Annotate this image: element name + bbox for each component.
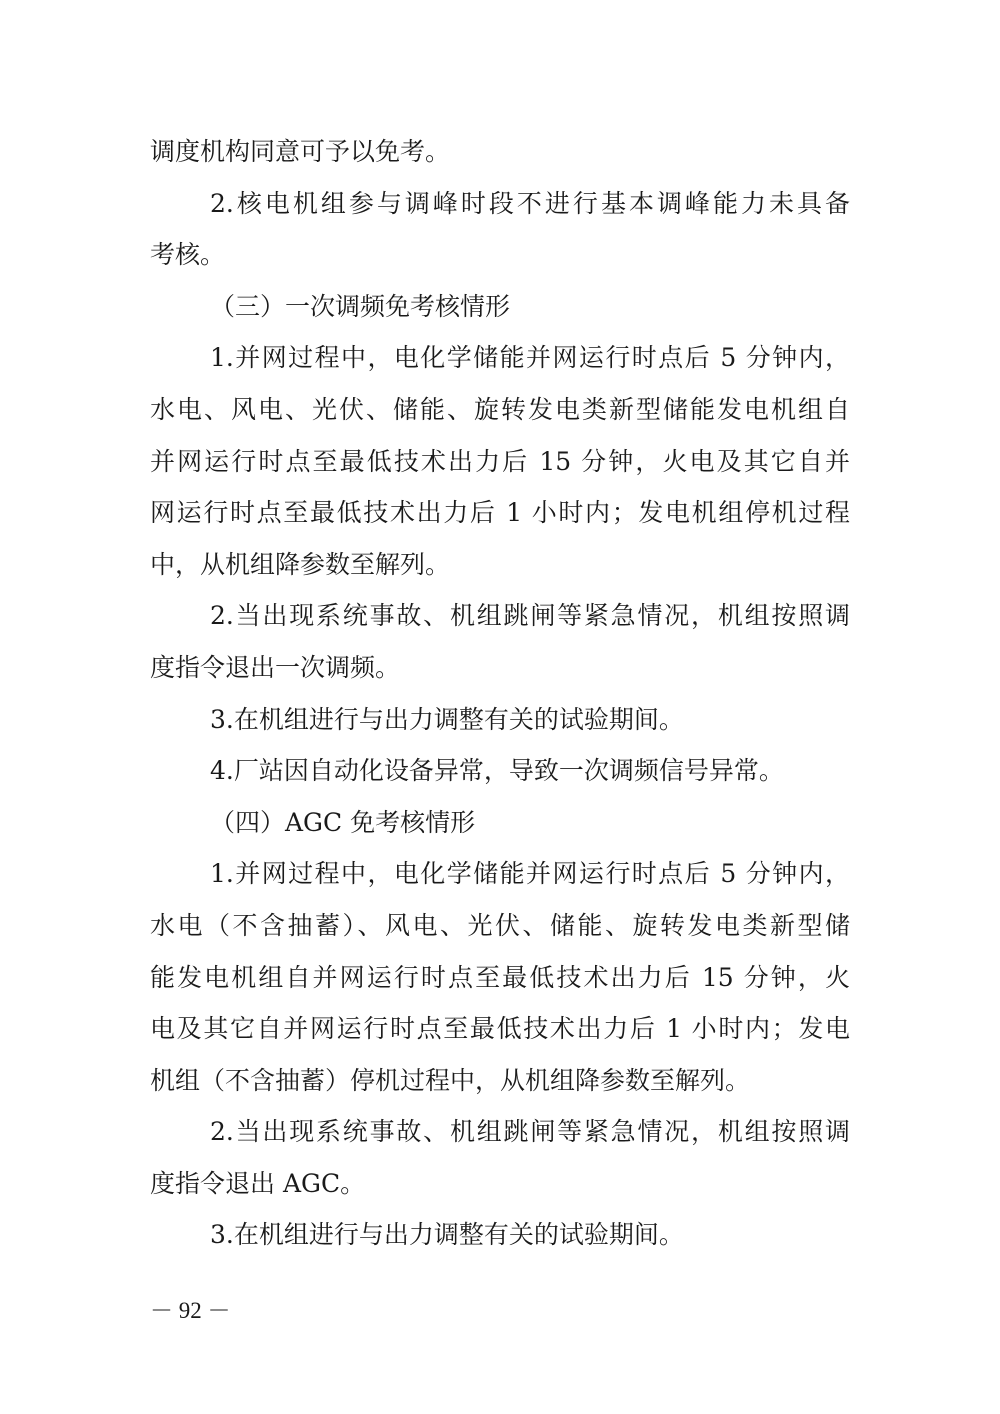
text-line-item-start: 2.核电机组参与调峰时段不进行基本调峰能力未具备 bbox=[210, 188, 850, 218]
document-body bbox=[150, 126, 850, 1261]
section-heading: （三）一次调频免考核情形 bbox=[210, 291, 511, 321]
text-line-item-start: 4.厂站因自动化设备异常，导致一次调频信号异常。 bbox=[210, 756, 784, 786]
text-line-continuation: 水电、风电、光伏、储能、旋转发电类新型储能发电机组自 bbox=[150, 394, 850, 424]
text-line-continuation: 中，从机组降参数至解列。 bbox=[150, 549, 451, 579]
text-line-item-start: 3.在机组进行与出力调整有关的试验期间。 bbox=[210, 1220, 684, 1250]
text-line-continuation: 度指令退出一次调频。 bbox=[150, 652, 401, 682]
text-line-item-start: 2.当出现系统事故、机组跳闸等紧急情况，机组按照调 bbox=[210, 601, 850, 631]
text-line-continuation: 考核。 bbox=[150, 240, 226, 270]
text-line-item-start: 2.当出现系统事故、机组跳闸等紧急情况，机组按照调 bbox=[210, 1117, 850, 1147]
text-line-continuation: 机组（不含抽蓄）停机过程中，从机组降参数至解列。 bbox=[150, 1065, 751, 1095]
text-line-item-start: 3.在机组进行与出力调整有关的试验期间。 bbox=[210, 704, 684, 734]
text-line-continuation: 能发电机组自并网运行时点至最低技术出力后 15 分钟，火 bbox=[150, 962, 850, 992]
text-line-continuation: 电及其它自并网运行时点至最低技术出力后 1 小时内；发电 bbox=[150, 1014, 850, 1044]
text-line-continuation: 网运行时点至最低技术出力后 1 小时内；发电机组停机过程 bbox=[150, 498, 850, 528]
text-line-item-start: 1.并网过程中，电化学储能并网运行时点后 5 分钟内， bbox=[210, 859, 850, 889]
section-heading: （四）AGC 免考核情形 bbox=[210, 807, 476, 837]
text-line-item-start: 1.并网过程中，电化学储能并网运行时点后 5 分钟内， bbox=[210, 343, 850, 373]
page-number: － 92 － bbox=[150, 1298, 231, 1323]
text-line-continuation: 度指令退出 AGC。 bbox=[150, 1168, 366, 1198]
text-line-continuation: 水电（不含抽蓄）、风电、光伏、储能、旋转发电类新型储 bbox=[150, 910, 850, 940]
text-line-continuation: 并网运行时点至最低技术出力后 15 分钟，火电及其它自并 bbox=[150, 446, 850, 476]
text-line-continuation: 调度机构同意可予以免考。 bbox=[150, 137, 451, 166]
